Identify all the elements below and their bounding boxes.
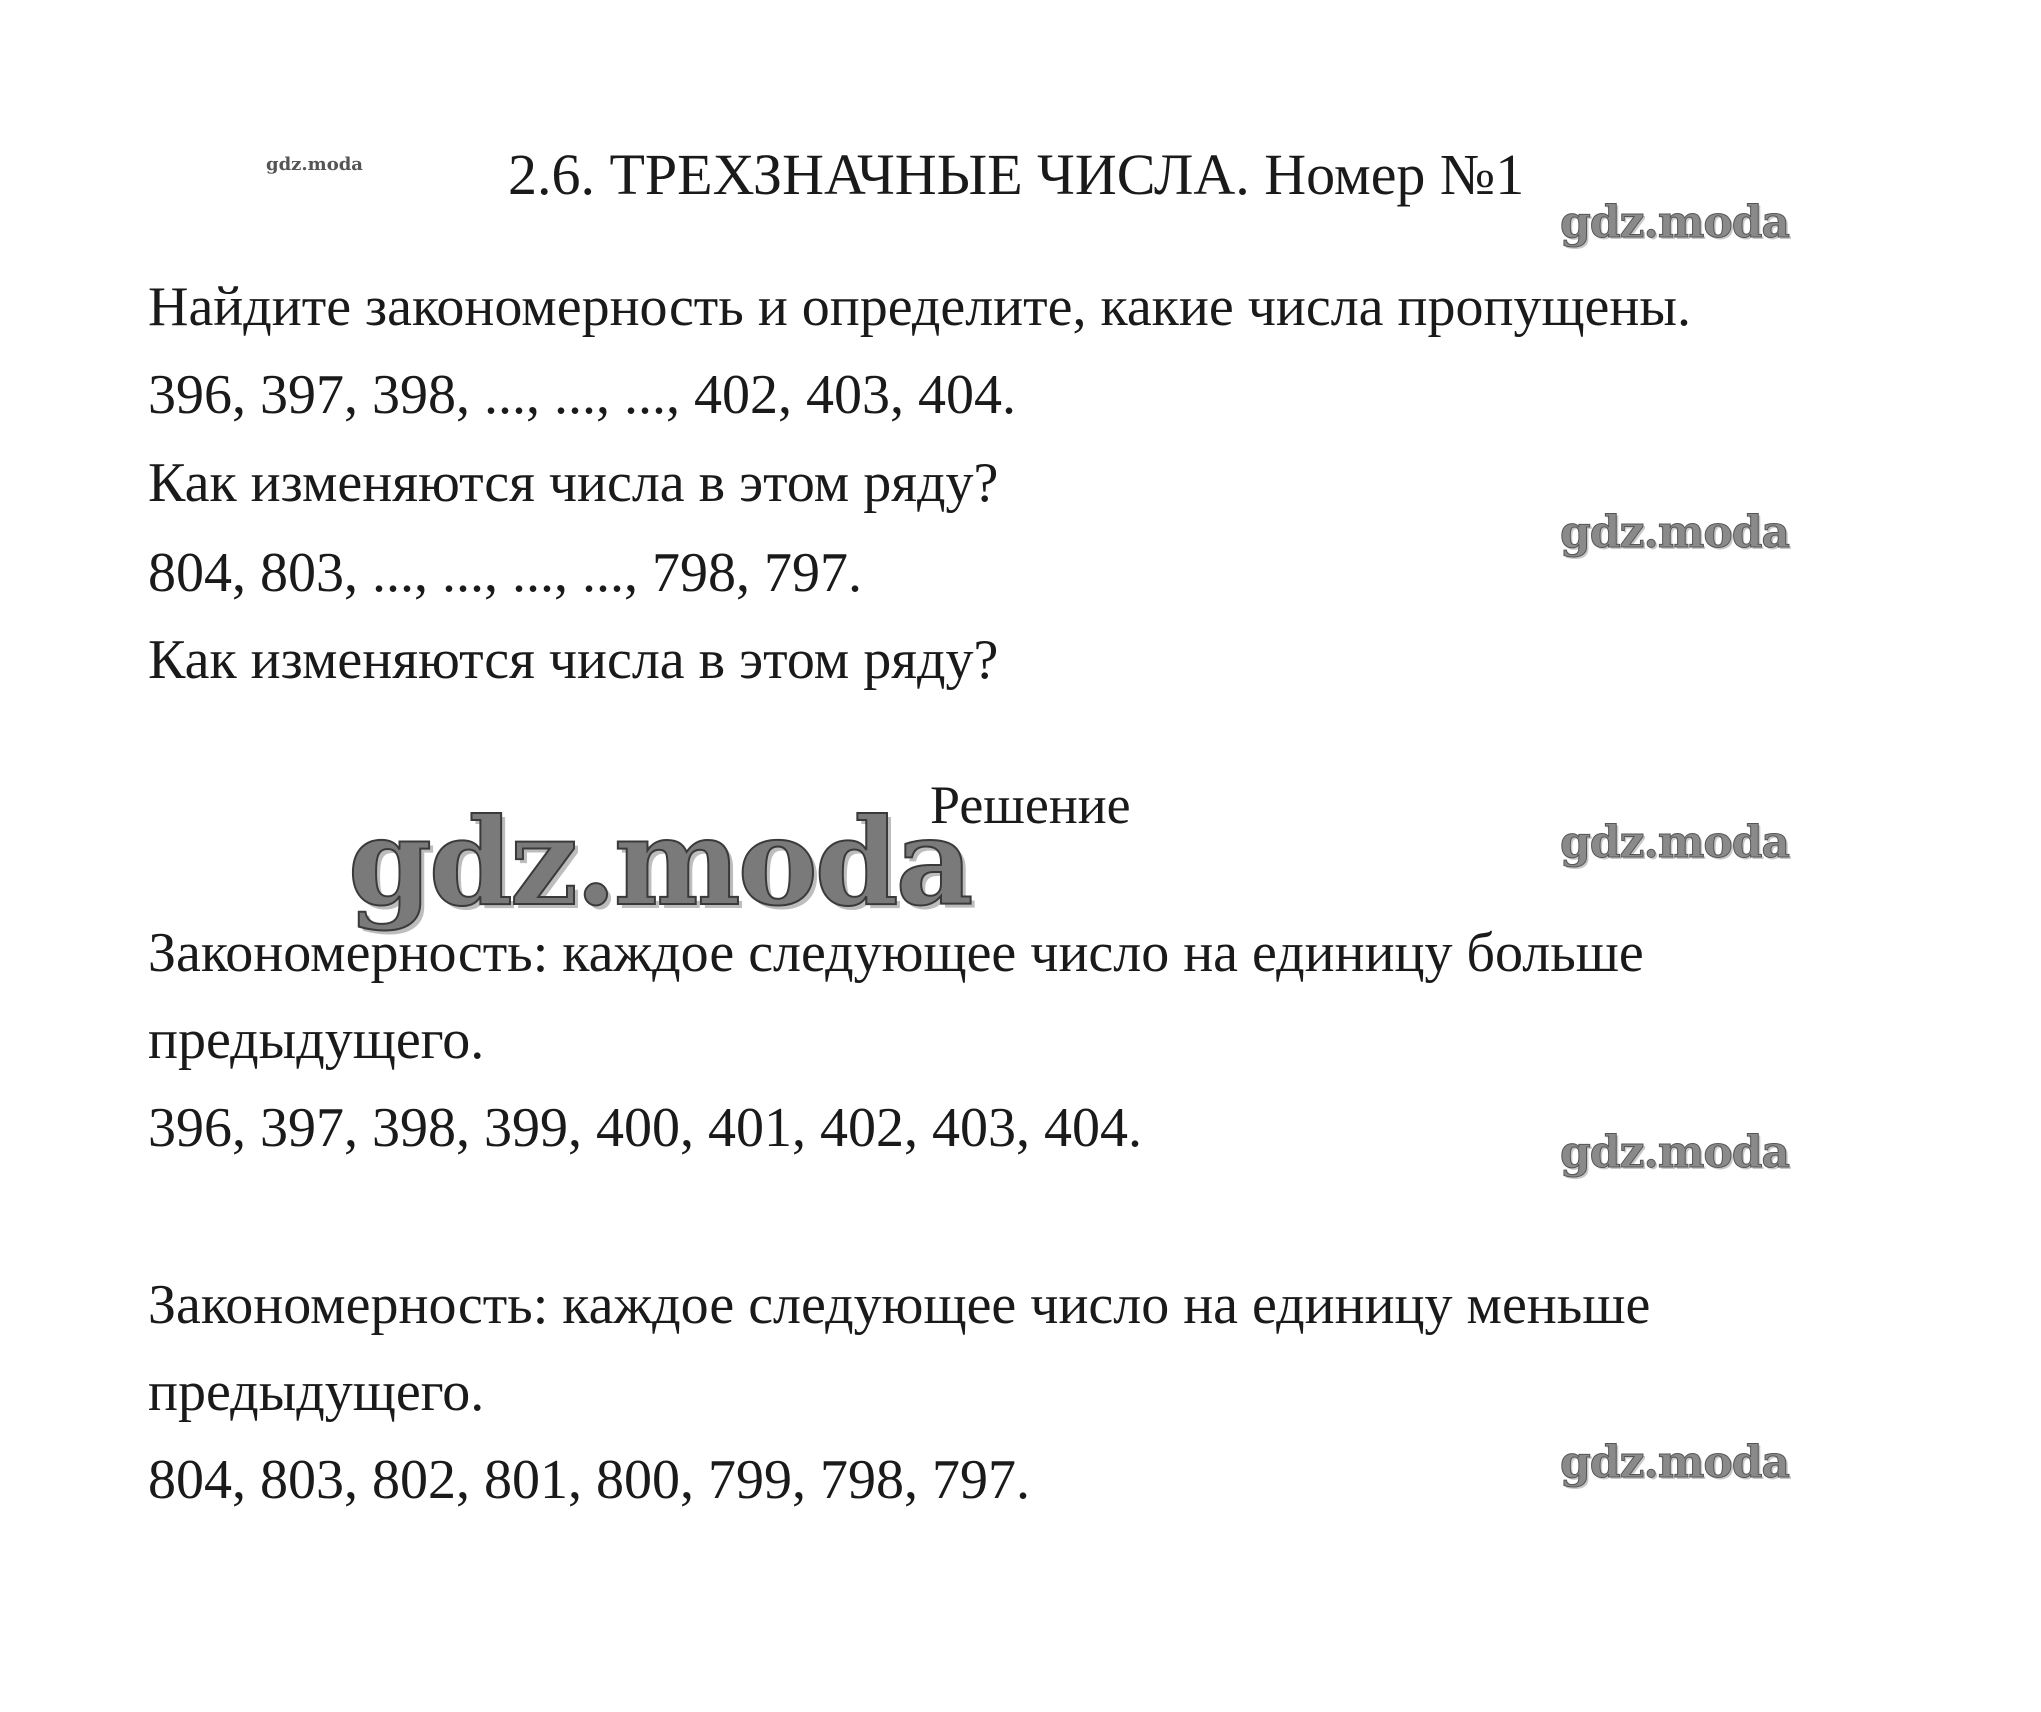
solution-pattern-1-line-1: Закономерность: каждое следующее число на единицу больше	[148, 922, 1644, 984]
solution-answer-2: 804, 803, 802, 801, 800, 799, 798, 797.	[148, 1449, 1030, 1511]
solution-heading: Решение	[930, 775, 1131, 835]
solution-answer-1: 396, 397, 398, 399, 400, 401, 402, 403, 404.	[148, 1097, 1142, 1159]
watermark-logo-side: gdz.moda	[1560, 1437, 1790, 1488]
task-question-2: Как изменяются числа в этом ряду?	[148, 629, 999, 691]
solution-pattern-2-line-2: предыдущего.	[148, 1361, 485, 1423]
task-sequence-2: 804, 803, ..., ..., ..., ..., 798, 797.	[148, 542, 862, 604]
solution-pattern-1-line-2: предыдущего.	[148, 1009, 485, 1071]
solution-pattern-2-line-1: Закономерность: каждое следующее число на единицу меньше	[148, 1274, 1651, 1336]
task-sequence-1: 396, 397, 398, ..., ..., ..., 402, 403, 404.	[148, 364, 1016, 426]
watermark-logo-side: gdz.moda	[1560, 817, 1790, 868]
page-title: 2.6. ТРЕХЗНАЧНЫЕ ЧИСЛА. Номер №1	[508, 142, 1525, 207]
watermark-logo-side: gdz.moda	[1560, 1127, 1790, 1178]
task-question-1: Как изменяются числа в этом ряду?	[148, 452, 999, 514]
task-instruction: Найдите закономерность и определите, какие числа пропущены.	[148, 276, 1692, 338]
watermark-logo-tiny: gdz.moda	[266, 154, 363, 175]
watermark-logo-big: gdz.moda	[348, 792, 971, 933]
watermark-logo-side: gdz.moda	[1560, 197, 1790, 248]
watermark-logo-side: gdz.moda	[1560, 507, 1790, 558]
